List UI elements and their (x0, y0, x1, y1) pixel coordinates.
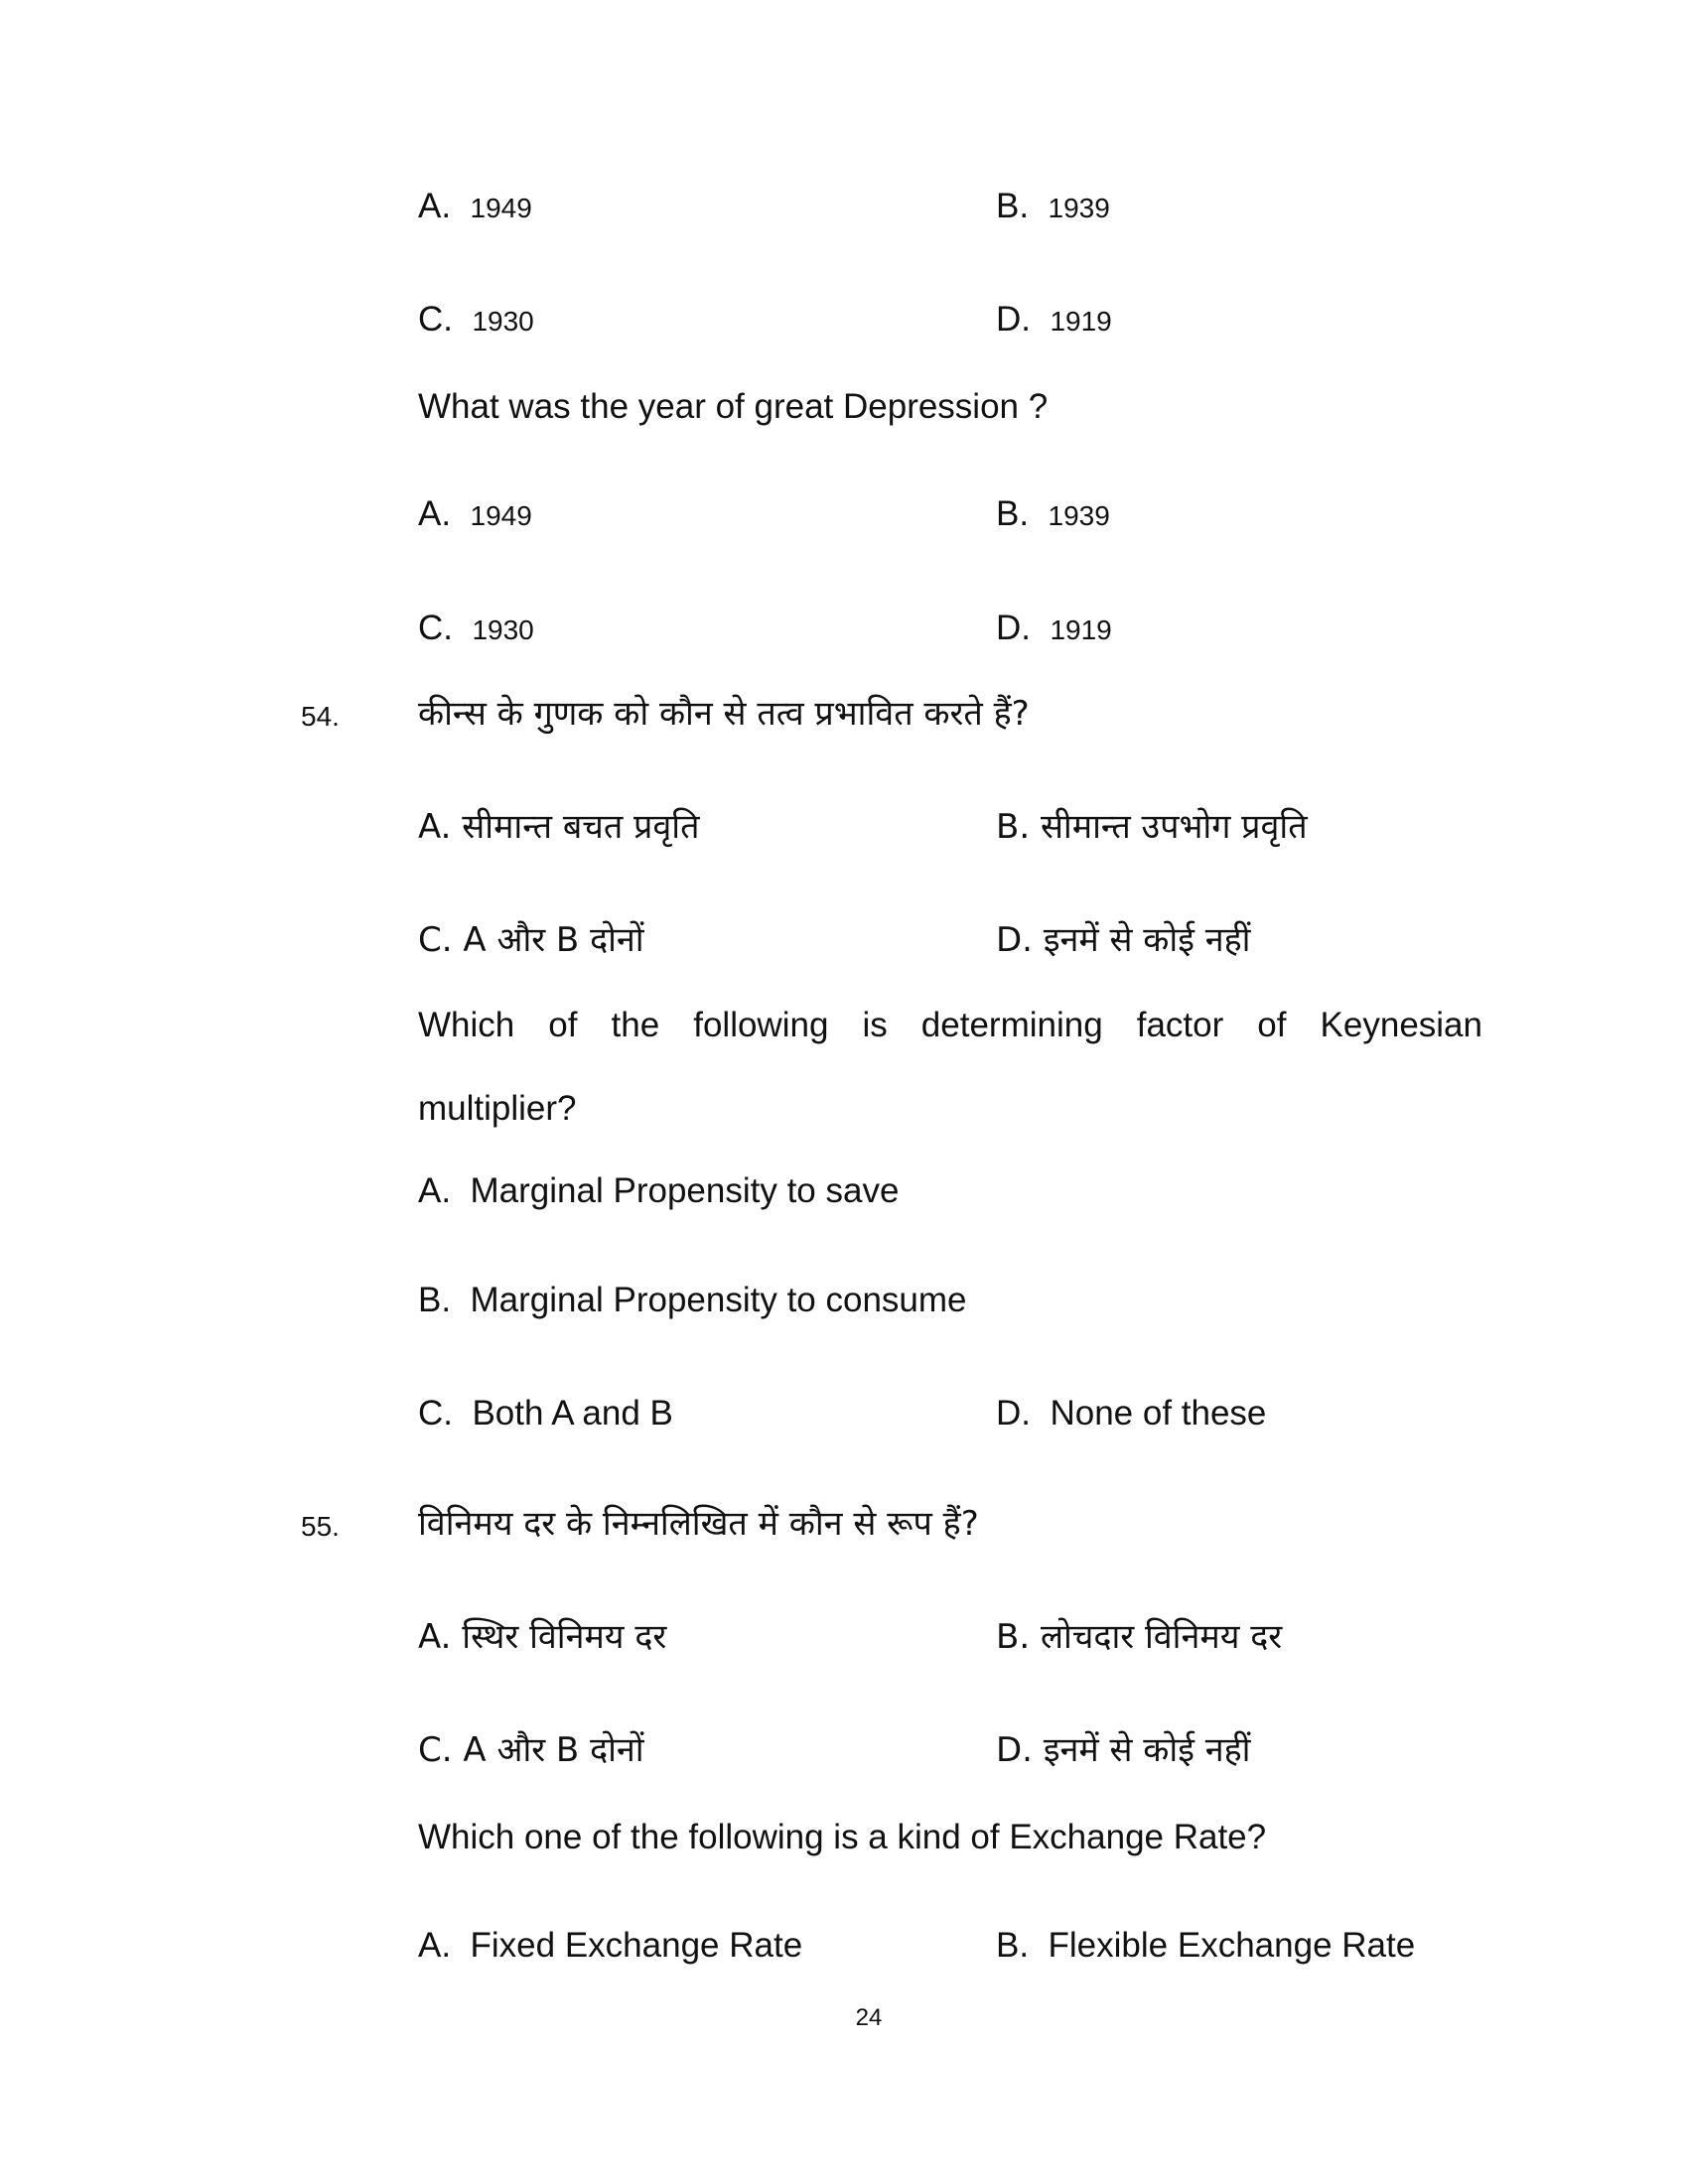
option-text: Marginal Propensity to save (470, 1171, 900, 1210)
option-text: 1949 (470, 193, 532, 223)
option-label: A. (418, 494, 452, 533)
option-label: D. (996, 300, 1031, 339)
option-text: 1949 (470, 500, 532, 531)
option-text: Both A and B (472, 1394, 673, 1433)
option-label: B. (996, 494, 1030, 533)
question-number: 55. (301, 1511, 340, 1542)
option-text: 1939 (1048, 193, 1110, 223)
option-d (996, 302, 1112, 337)
option-text: सीमान्त उपभोग प्रवृति (1040, 807, 1308, 847)
page-number: 24 (855, 2004, 883, 2031)
option-d (996, 1396, 1266, 1431)
option-c (418, 302, 534, 337)
question-text-en-line2: multiplier? (418, 1089, 577, 1128)
option-a (418, 807, 700, 847)
option-b (996, 496, 1110, 531)
option-text: 1930 (472, 614, 534, 645)
option-label: D. (996, 609, 1031, 647)
option-label: C. (418, 300, 453, 339)
question-text-en-line1: Which of the following is determining factor of Keynesian (418, 1006, 1482, 1044)
question-number: 54. (301, 701, 340, 732)
option-text: सीमान्त बचत प्रवृति (462, 807, 700, 847)
option-b (996, 1928, 1415, 1963)
option-text: A और B दोनों (463, 1730, 644, 1770)
option-b (996, 1617, 1283, 1657)
option-text: 1939 (1048, 500, 1110, 531)
option-b (418, 1283, 967, 1317)
option-label: A. (418, 1171, 452, 1210)
option-a (418, 1617, 667, 1657)
option-text: Fixed Exchange Rate (470, 1926, 803, 1965)
option-label: B. (418, 1281, 452, 1319)
option-d (996, 611, 1112, 645)
option-label: C. (418, 920, 453, 960)
option-text: 1919 (1050, 614, 1112, 645)
option-a (418, 189, 532, 223)
option-d (996, 1730, 1251, 1770)
option-b (996, 189, 1110, 223)
option-a (418, 496, 532, 531)
option-a (418, 1928, 802, 1963)
option-label: D. (996, 1730, 1033, 1770)
option-text: None of these (1050, 1394, 1267, 1433)
option-label: D. (996, 920, 1033, 960)
option-c (418, 1396, 673, 1431)
option-label: C. (418, 609, 453, 647)
option-c (418, 920, 644, 960)
option-b (996, 807, 1308, 847)
question-text-en: Which one of the following is a kind of Exchange Rate? (418, 1818, 1267, 1856)
option-label: B. (996, 187, 1030, 225)
option-label: B. (996, 807, 1031, 847)
option-text: Marginal Propensity to consume (470, 1281, 967, 1319)
option-text: इनमें से कोई नहीं (1043, 1730, 1251, 1770)
option-label: A. (418, 1926, 452, 1965)
question-text-en: What was the year of great Depression ? (418, 387, 1049, 426)
option-label: A. (418, 807, 452, 847)
option-label: C. (418, 1394, 453, 1433)
option-c (418, 1730, 644, 1770)
option-label: D. (996, 1394, 1031, 1433)
option-text: Flexible Exchange Rate (1048, 1926, 1416, 1965)
option-label: A. (418, 187, 452, 225)
option-text: स्थिर विनिमय दर (462, 1617, 667, 1657)
option-c (418, 611, 534, 645)
option-text: 1919 (1050, 306, 1112, 337)
option-a (418, 1173, 899, 1208)
option-label: A. (418, 1617, 452, 1657)
option-text: लोचदार विनिमय दर (1040, 1617, 1283, 1657)
question-text-hi: कीन्स के गुणक को कौन से तत्व प्रभावित करते हैं? (418, 694, 1030, 734)
question-text-hi: विनिमय दर के निम्नलिखित में कौन से रूप हैं? (418, 1504, 979, 1544)
option-label: B. (996, 1926, 1030, 1965)
option-text: 1930 (472, 306, 534, 337)
option-label: B. (996, 1617, 1031, 1657)
option-label: C. (418, 1730, 453, 1770)
option-d (996, 920, 1251, 960)
option-text: इनमें से कोई नहीं (1043, 920, 1251, 960)
option-text: A और B दोनों (463, 920, 644, 960)
